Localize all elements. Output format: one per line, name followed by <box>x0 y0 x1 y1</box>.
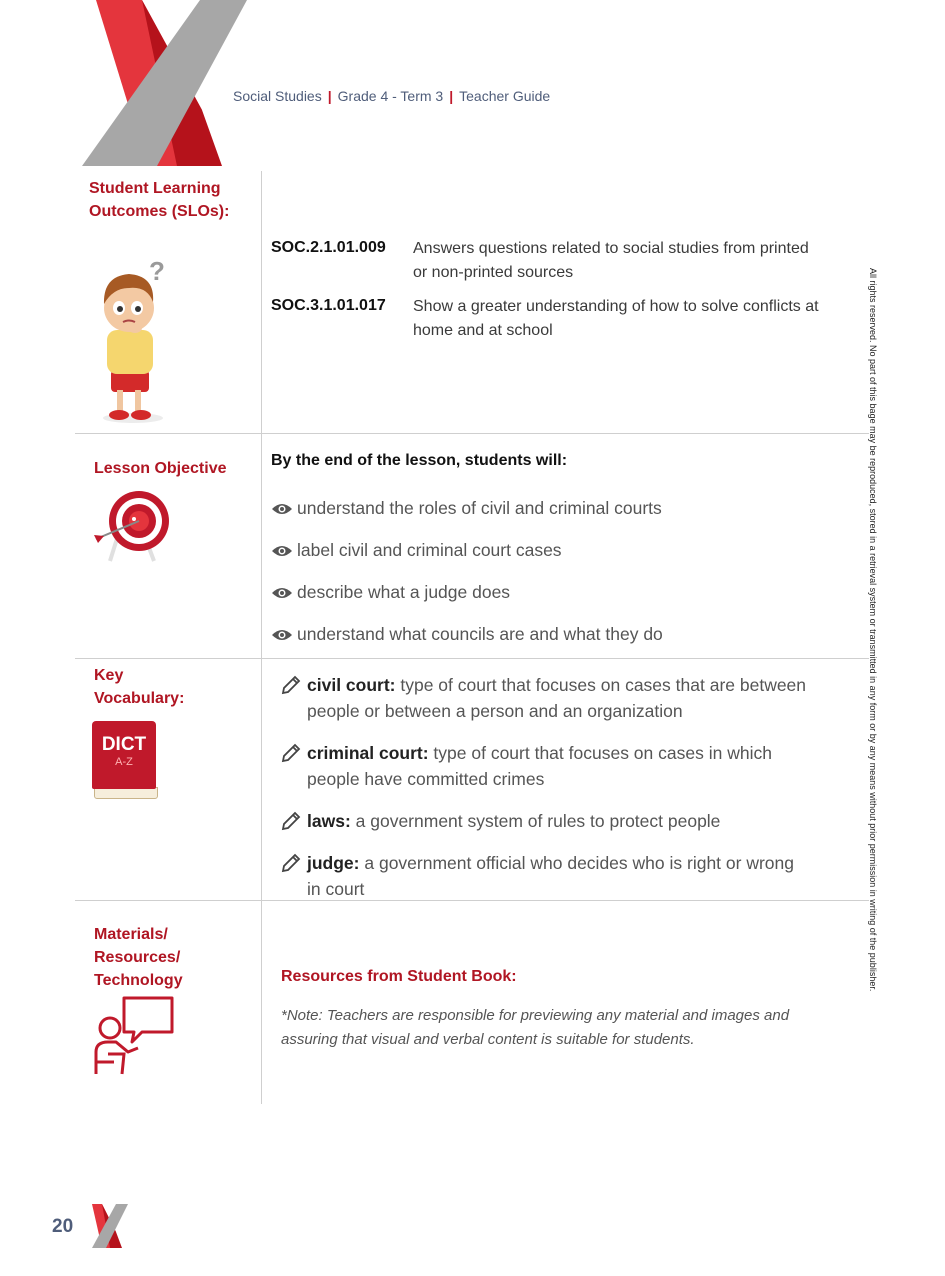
copyright-notice: All rights reserved. No part of this bage may be reproduced, stored in a retrieval system or transmitted in any form or by any means without prior permission in writing of the publisher. <box>868 268 878 992</box>
header-breadcrumb <box>233 88 550 104</box>
pencil-icon <box>280 742 302 764</box>
vocabulary-term: judge: <box>307 853 360 873</box>
vocabulary-label-line2: Vocabulary: <box>94 690 185 707</box>
vocabulary-item <box>280 808 860 834</box>
vocabulary-item <box>280 850 860 902</box>
eye-icon <box>271 628 293 642</box>
page-number: 20 <box>52 1216 74 1237</box>
slo-description <box>413 295 863 343</box>
thinking-boy-illustration <box>95 258 175 426</box>
objective-item <box>271 624 663 645</box>
slo-label <box>89 177 229 223</box>
pencil-icon <box>280 852 302 874</box>
vocabulary-item <box>280 672 860 724</box>
objective-item <box>271 498 662 519</box>
slo-desc-line: Show a greater understanding of how to solve conflicts at <box>413 298 819 315</box>
vocabulary-definition: in court <box>307 879 365 899</box>
objective-item-text: understand the roles of civil and criminal courts <box>297 498 662 518</box>
slo-desc-line: Answers questions related to social studies from printed <box>413 240 809 257</box>
dictionary-title: DICT <box>101 734 147 755</box>
vocabulary-label <box>94 664 184 710</box>
vocabulary-text <box>307 808 860 834</box>
slo-description <box>413 237 863 285</box>
header-separator: | <box>449 88 454 104</box>
slo-desc-line: home and at school <box>413 322 553 339</box>
vocabulary-definition: a government system of rules to protect people <box>350 811 721 831</box>
objective-label: Lesson Objective <box>94 460 227 477</box>
header-guide: Teacher Guide <box>459 88 551 104</box>
materials-label-line2: Resources/ <box>94 949 181 966</box>
header-grade: Grade 4 - Term 3 <box>337 88 444 104</box>
materials-label-line3: Technology <box>94 972 183 989</box>
vocabulary-definition: a government official who decides who is right or wrong <box>359 853 794 873</box>
materials-label <box>94 923 183 992</box>
eye-icon <box>271 586 293 600</box>
header-separator: | <box>327 88 332 104</box>
slo-label-line2: Outcomes (SLOs): <box>89 203 230 220</box>
vocabulary-label-line1: Key <box>94 667 124 684</box>
vocabulary-term: criminal court: <box>307 743 429 763</box>
teacher-speech-icon <box>92 996 176 1078</box>
objective-item-text: describe what a judge does <box>297 582 511 602</box>
target-icon <box>92 489 172 563</box>
vocabulary-definition: type of court that focuses on cases that are between <box>395 675 807 695</box>
resources-title: Resources from Student Book: <box>281 968 517 985</box>
objective-item-text: understand what councils are and what they do <box>297 624 663 644</box>
pencil-icon <box>280 674 302 696</box>
objective-heading: By the end of the lesson, students will: <box>271 452 568 469</box>
vocabulary-text <box>307 850 860 902</box>
dictionary-subtitle: A-Z <box>115 756 133 768</box>
slo-code: SOC.3.1.01.017 <box>271 297 386 314</box>
column-divider <box>261 171 262 1104</box>
eye-icon <box>271 502 293 516</box>
vocabulary-term: laws: <box>307 811 351 831</box>
materials-label-line1: Materials/ <box>94 926 168 943</box>
row-divider <box>75 433 869 434</box>
teacher-note <box>281 1004 846 1052</box>
slo-label-line1: Student Learning <box>89 180 221 197</box>
dictionary-icon <box>92 721 158 799</box>
slo-code: SOC.2.1.01.009 <box>271 239 386 256</box>
vocabulary-text <box>307 740 860 792</box>
eye-icon <box>271 544 293 558</box>
vocabulary-definition: people have committed crimes <box>307 769 545 789</box>
vocabulary-definition: type of court that focuses on cases in which <box>428 743 772 763</box>
header-subject: Social Studies <box>233 88 322 104</box>
teacher-note-line: *Note: Teachers are responsible for previewing any material and images and <box>281 1007 790 1024</box>
brand-logo-top <box>82 0 247 166</box>
objective-item <box>271 540 562 561</box>
slo-desc-line: or non-printed sources <box>413 264 574 281</box>
teacher-note-line: assuring that visual and verbal content is suitable for students. <box>281 1031 695 1048</box>
pencil-icon <box>280 810 302 832</box>
brand-logo-bottom <box>86 1204 128 1248</box>
vocabulary-item <box>280 740 860 792</box>
vocabulary-text <box>307 672 860 724</box>
vocabulary-definition: people or between a person and an organization <box>307 701 683 721</box>
objective-item <box>271 582 510 603</box>
vocabulary-term: civil court: <box>307 675 396 695</box>
objective-item-text: label civil and criminal court cases <box>297 540 562 560</box>
svg-text:?: ? <box>149 258 165 286</box>
row-divider <box>75 658 869 659</box>
